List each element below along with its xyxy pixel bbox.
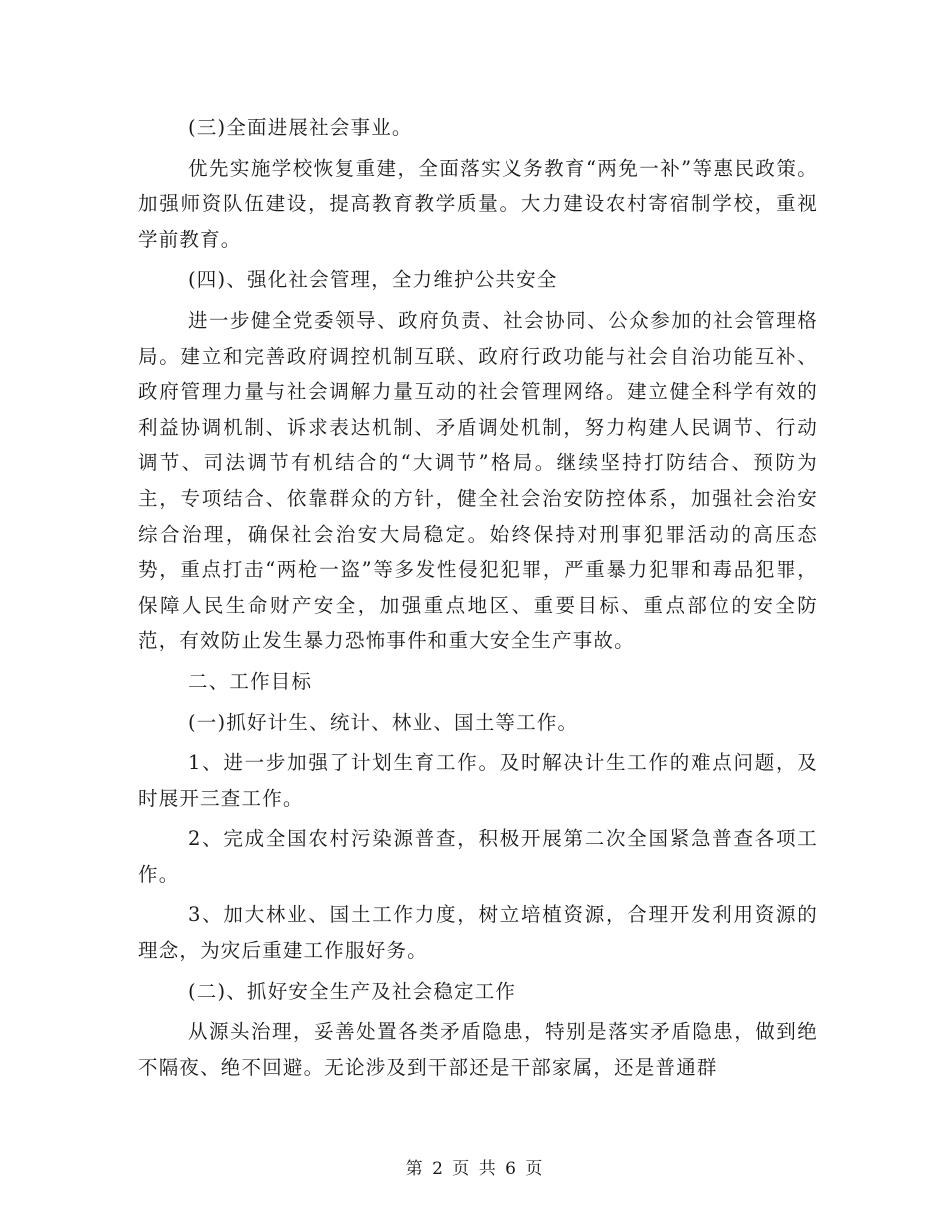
- subsection-heading-2: (二)、抓好安全生产及社会稳定工作: [188, 979, 517, 1003]
- subsection-heading-1: (一)抓好计生、统计、林业、国土等工作。: [188, 710, 579, 734]
- paragraph-social-management: 进一步健全党委领导、政府负责、社会协同、公众参加的社会管理格局。建立和完善政府调控机制互联、政府行政功能与社会自治功能互补、政府管理力量与社会调解力量互动的社会管理网络。建立健全科学有效的利益协调机制、诉求表达机制、矛盾调处机制，努力构建人民调节、行动调节、司法调节有机结合的“大调节”格局。继续坚持打防结合、预防为主，专项结合、依靠群众的方针，健全社会治安防控体系，加强社会治安综合治理，确保社会治安大局稳定。始终保持对刑事犯罪活动的高压态势，重点打击“两枪一盗”等多发性侵犯犯罪，严重暴力犯罪和毒品犯罪，保障人民生命财产安全，加强重点地区、重要目标、重点部位的安全防范，有效防止发生暴力恐怖事件和重大安全生产事故。: [138, 308, 818, 653]
- section-heading-work-goals: 二、工作目标: [188, 669, 313, 693]
- paragraph-education: 优先实施学校恢复重建，全面落实义务教育“两免一补”等惠民政策。加强师资队伍建设，提高教育教学质量。大力建设农村寄宿制学校，重视学前教育。: [138, 156, 818, 251]
- list-item-1: 1、进一步加强了计划生育工作。及时解决计生工作的难点问题，及时展开三查工作。: [138, 751, 818, 810]
- list-item-3: 3、加大林业、国土工作力度，树立培植资源，合理开发利用资源的理念，为灾后重建工作服好务。: [138, 903, 818, 963]
- list-item-2: 2、完成全国农村污染源普查，积极开展第二次全国紧急普查各项工作。: [138, 827, 818, 886]
- section-heading-4: (四)、强化社会管理，全力维护公共安全: [188, 268, 558, 292]
- paragraph-source-governance: 从源头治理，妥善处置各类矛盾隐患，特别是落实矛盾隐患，做到绝不隔夜、绝不回避。无论涉及到干部还是干部家属，还是普通群: [138, 1020, 818, 1079]
- document-body: [138, 110, 818, 1090]
- section-heading-3: (三)全面进展社会事业。: [188, 116, 413, 139]
- page-number-footer: 第 2 页 共 6 页: [405, 1159, 545, 1179]
